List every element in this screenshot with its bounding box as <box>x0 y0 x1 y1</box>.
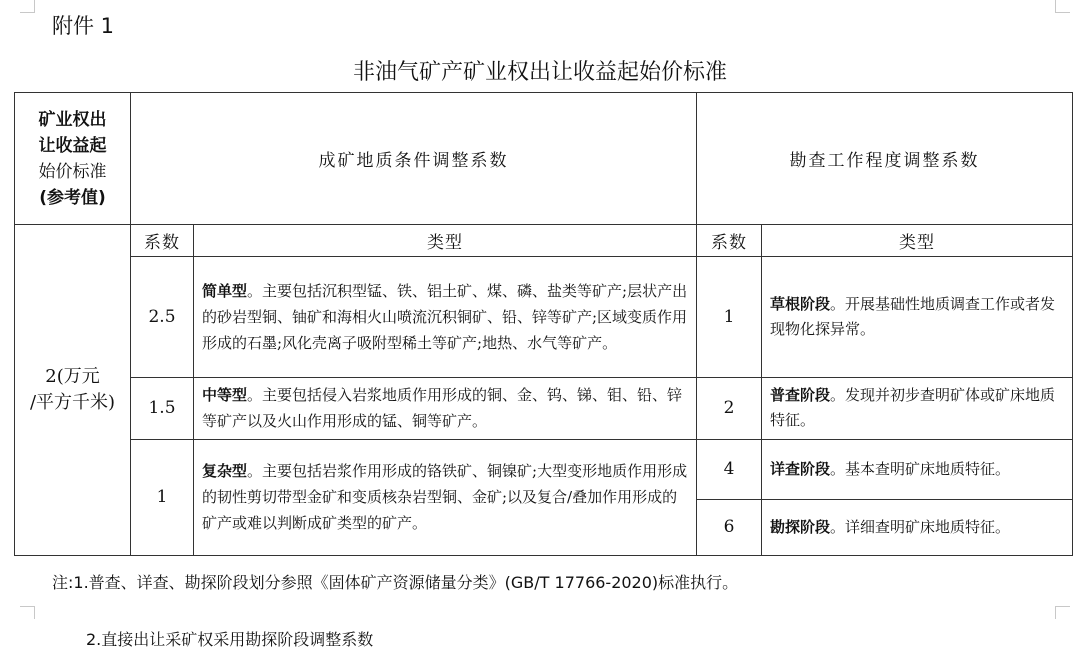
header-work-coefficient: 勘查工作程度调整系数 <box>697 93 1073 225</box>
document-title: 非油气矿产矿业权出让收益起始价标准 <box>352 60 727 85</box>
geo-type-cell <box>194 377 697 439</box>
standard-value-cell <box>15 225 131 556</box>
work-coef-cell: 1 <box>697 257 762 377</box>
crop-mark-bottom-left <box>20 606 35 619</box>
work-stage-cell <box>762 439 1073 499</box>
geo-type-desc: 。主要包括岩浆作用形成的铬铁矿、铜镍矿;大型变形地质作用形成的韧性剪切带型金矿和变质核杂岩型铜、金矿;以及复合/叠加作用形成的矿产或难以判断成矿类型的矿产。 <box>202 462 688 533</box>
work-stage-name: 勘探阶段 <box>770 517 831 536</box>
note-line-2: 2.直接出让采矿权采用勘探阶段调整系数 <box>86 630 374 649</box>
geo-type-desc: 。主要包括沉积型锰、铁、铝土矿、煤、磷、盐类等矿产;层状产出的砂岩型铜、铀矿和海相火山喷流沉积铜矿、铅、锌等矿产;区域变质作用形成的石墨;风化壳离子吸附型稀土等矿产;地热、水气等矿产。 <box>202 281 688 352</box>
work-stage-desc: 。开展基础性地质调查工作或者发现物化探异常。 <box>770 294 1056 338</box>
crop-mark-bottom-right <box>1055 606 1070 619</box>
standard-value-line: 2(万元 <box>45 366 100 388</box>
geo-type-cell <box>194 439 697 555</box>
header-label-line: 让收益起 <box>38 135 107 156</box>
work-stage-name: 草根阶段 <box>770 294 831 313</box>
attachment-label: 附件 1 <box>52 14 115 38</box>
crop-mark-top-left <box>20 0 35 13</box>
work-stage-cell <box>762 257 1073 377</box>
work-stage-desc: 。详细查明矿床地质特征。 <box>830 517 1011 536</box>
work-coef-cell: 6 <box>697 499 762 555</box>
work-stage-name: 普查阶段 <box>770 386 831 405</box>
price-standard-table <box>14 92 1073 556</box>
standard-value-line: /平方千米) <box>29 392 116 414</box>
geo-type-name: 简单型 <box>202 281 248 300</box>
header-standard-label <box>15 93 131 225</box>
header-label-line: (参考值) <box>39 187 106 208</box>
col-header-type-geo: 类型 <box>194 225 697 257</box>
work-stage-cell <box>762 499 1073 555</box>
col-header-coef-geo: 系数 <box>131 225 194 257</box>
work-stage-desc: 。基本查明矿床地质特征。 <box>830 459 1011 478</box>
geo-type-cell <box>194 257 697 377</box>
geo-type-name: 复杂型 <box>202 462 248 481</box>
geo-coef-cell: 2.5 <box>131 257 194 377</box>
geo-type-name: 中等型 <box>202 386 248 405</box>
work-stage-name: 详查阶段 <box>770 459 831 478</box>
geo-coef-cell: 1.5 <box>131 377 194 439</box>
header-geo-coefficient: 成矿地质条件调整系数 <box>131 93 697 225</box>
header-label-line: 始价标准 <box>38 161 107 182</box>
col-header-coef-work: 系数 <box>697 225 762 257</box>
note-line-1: 注:1.普查、详查、勘探阶段划分参照《固体矿产资源储量分类》(GB/T 17766-2020)标准执行。 <box>52 573 739 592</box>
work-coef-cell: 2 <box>697 377 762 439</box>
geo-type-desc: 。主要包括侵入岩浆地质作用形成的铜、金、钨、锑、钼、铅、锌等矿产以及火山作用形成的锰、铜等矿产。 <box>202 386 683 431</box>
geo-coef-cell: 1 <box>131 439 194 555</box>
work-stage-cell <box>762 377 1073 439</box>
header-label-line: 矿业权出 <box>38 109 107 130</box>
crop-mark-top-right <box>1055 0 1070 13</box>
work-coef-cell: 4 <box>697 439 762 499</box>
col-header-type-work: 类型 <box>762 225 1073 257</box>
work-stage-desc: 。发现并初步查明矿体或矿床地质特征。 <box>770 386 1056 430</box>
